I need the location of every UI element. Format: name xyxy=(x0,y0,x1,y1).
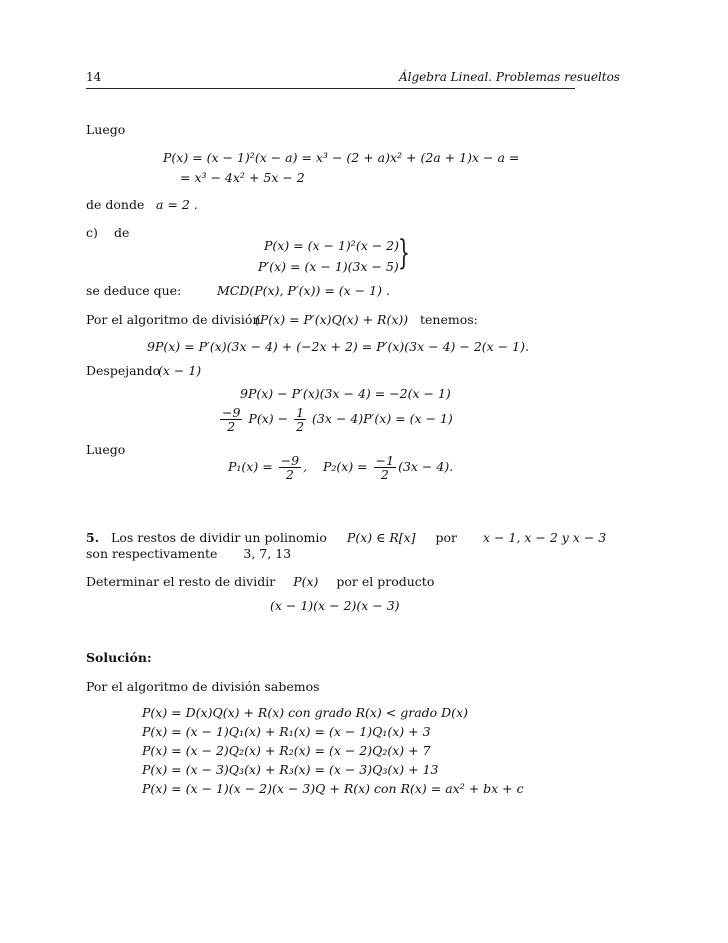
problem-5-line-2: son respectivamente 3, 7, 13 xyxy=(86,546,292,561)
p1-p2-equations: P₁(x) = $\frac{-9}{2}$ , P₂(x) = $\frac{-1}{2}$ (3x − 4). xyxy=(228,453,454,483)
part-c-label: c) xyxy=(86,225,98,240)
solution-equation-3: P(x) = (x − 2)Q₂(x) + R₂(x) = (x − 2)Q₂(x) + 7 xyxy=(142,743,431,758)
de-label: de xyxy=(114,225,130,240)
c-equation-line-1: P(x) = (x − 1)²(x − 2) xyxy=(264,238,399,253)
por-algoritmo-sabemos: Por el algoritmo de división sabemos xyxy=(86,679,320,694)
despejando-equation-2: $\frac{-9}{2}$ P(x) − $\frac{1}{2}$ (3x − 4)P′(x) = (x − 1) xyxy=(222,405,453,435)
mcd-expression: MCD(P(x), P′(x)) = (x − 1) . xyxy=(217,283,390,298)
luego-label-2: Luego xyxy=(86,442,126,457)
fraction: $\frac{-9}{2}$ xyxy=(280,453,300,483)
solution-equation-2: P(x) = (x − 1)Q₁(x) + R₁(x) = (x − 1)Q₁(x) + 3 xyxy=(142,724,431,739)
problem-5-line-1: 5. Los restos de dividir un polinomio P(x) ∈ R[x] por x − 1, x − 2 y x − 3 xyxy=(86,530,607,545)
luego-label: Luego xyxy=(86,122,126,137)
determinar-line: Determinar el resto de dividir P(x) por el producto xyxy=(86,574,435,589)
a-value: a = 2 . xyxy=(156,197,198,212)
solution-equation-5: P(x) = (x − 1)(x − 2)(x − 3)Q + R(x) con R(x) = ax² + bx + c xyxy=(142,781,524,796)
fraction: $\frac{-9}{2}$ xyxy=(222,405,241,435)
equation-1-line-1: P(x) = (x − 1)²(x − a) = x³ − (2 + a)x² + (2a + 1)x − a = xyxy=(163,150,520,165)
despejando-equation-1: 9P(x) − P′(x)(3x − 4) = −2(x − 1) xyxy=(240,386,451,401)
equation-9p: 9P(x) = P′(x)(3x − 4) + (−2x + 2) = P′(x)(3x − 4) − 2(x − 1). xyxy=(147,339,529,354)
despejando-expression: (x − 1) xyxy=(158,363,202,378)
solution-equation-4: P(x) = (x − 3)Q₃(x) + R₃(x) = (x − 3)Q₃(x) + 13 xyxy=(142,762,439,777)
se-deduce-label: se deduce que: xyxy=(86,283,182,298)
de-donde-label: de donde xyxy=(86,197,145,212)
product-expression: (x − 1)(x − 2)(x − 3) xyxy=(270,598,400,613)
equation-1-line-2: = x³ − 4x² + 5x − 2 xyxy=(180,170,305,185)
c-equation-line-2: P′(x) = (x − 1)(3x − 5) xyxy=(258,259,399,274)
por-algoritmo-label: Por el algoritmo de división xyxy=(86,312,261,327)
solution-heading: Solución: xyxy=(86,650,152,665)
despejando-label: Despejando xyxy=(86,363,161,378)
fraction: $\frac{1}{2}$ xyxy=(296,405,305,435)
fraction: $\frac{-1}{2}$ xyxy=(375,453,395,483)
right-brace: } xyxy=(398,233,410,273)
division-expression: (P(x) = P′(x)Q(x) + R(x)) xyxy=(255,312,409,327)
tenemos-label: tenemos: xyxy=(420,312,478,327)
page-number: 14 xyxy=(86,70,102,84)
problem-number: 5. xyxy=(86,530,100,545)
header-rule xyxy=(86,88,575,89)
solution-equation-1: P(x) = D(x)Q(x) + R(x) con grado R(x) < grado D(x) xyxy=(142,705,468,720)
running-title: Álgebra Lineal. Problemas resueltos xyxy=(399,70,620,84)
